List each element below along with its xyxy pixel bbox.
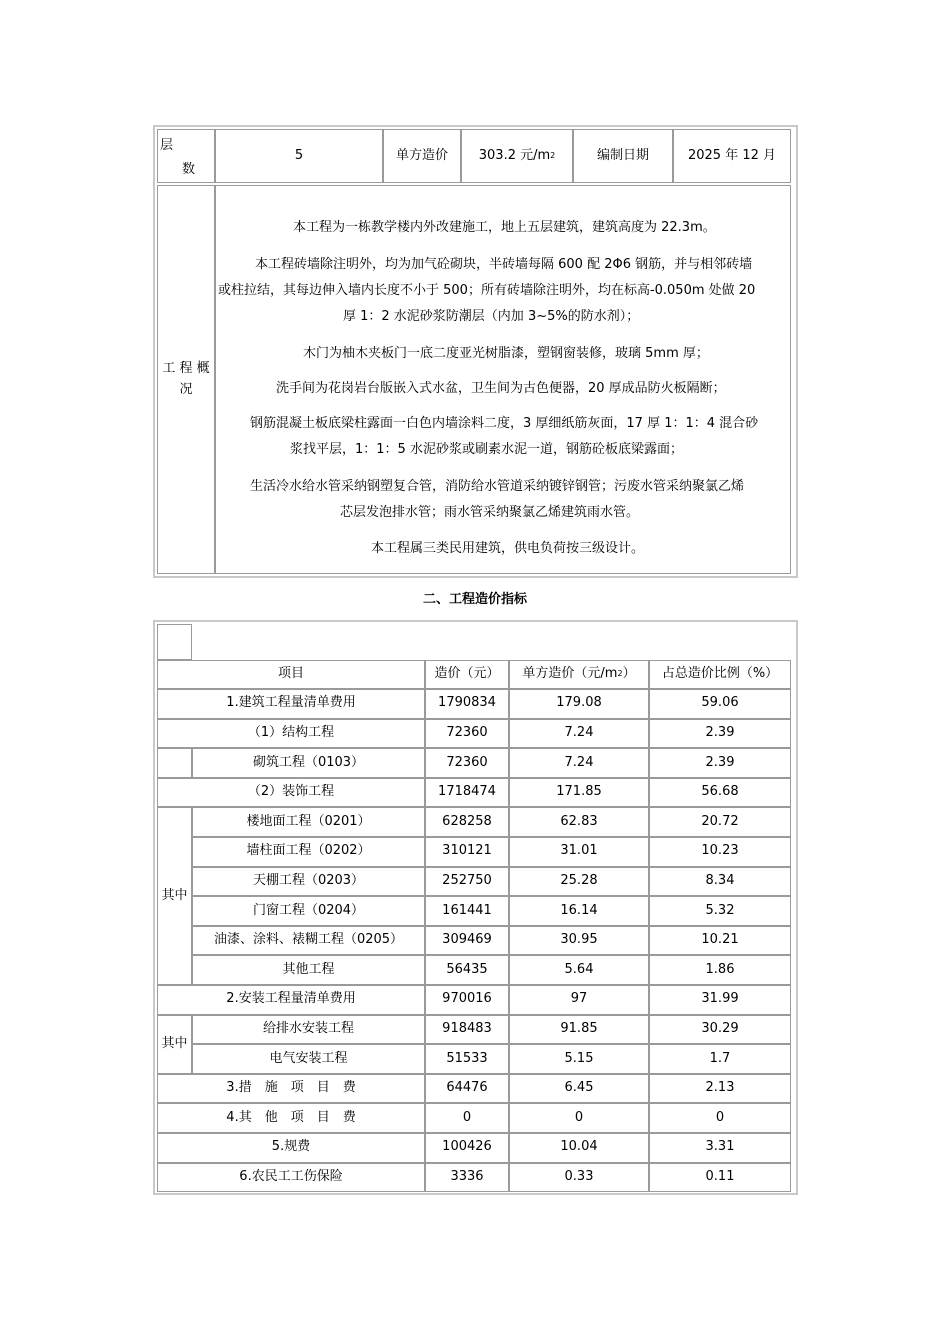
cell-cost: 252750 (425, 867, 509, 897)
qizhong-label-install: 其中 (157, 1015, 192, 1074)
cell-unit: 6.45 (509, 1074, 649, 1104)
header-cost: 造价（元） (425, 660, 509, 689)
qizhong-label-decoration: 其中 (157, 807, 192, 985)
cell-item: 墙柱面工程（0202） (192, 837, 425, 867)
cell-cost: 1790834 (425, 689, 509, 719)
cell-item: 其他工程 (192, 955, 425, 985)
cell-pct: 0 (649, 1103, 791, 1133)
cell-item: 给排水安装工程 (192, 1015, 425, 1045)
cell-cost: 628258 (425, 807, 509, 837)
cell-item: 油漆、涂料、裱糊工程（0205） (192, 926, 425, 956)
unit-cost-value (461, 129, 573, 183)
cell-pct: 2.39 (649, 748, 791, 778)
overview-p6a: 生活冷水给水管采纳钢塑复合管，消防给水管道采纳镀锌钢管；污废水管采纳聚氯乙烯 (250, 479, 745, 494)
cell-pct: 56.68 (649, 778, 791, 808)
date-label: 编制日期 (573, 129, 673, 183)
cell-cost: 309469 (425, 926, 509, 956)
cell-item: 5.规费 (157, 1133, 425, 1163)
overview-p2b: 或柱拉结，其每边伸入墙内长度不小于 500；所有砖墙除注明外，均在标高-0.050m 处做 20 (218, 283, 756, 298)
cell-cost: 100426 (425, 1133, 509, 1163)
cell-unit: 91.85 (509, 1015, 649, 1045)
floors-value: 5 (215, 129, 383, 183)
cell-unit: 0.33 (509, 1163, 649, 1193)
overview-p2a: 本工程砖墙除注明外，均为加气砼砌块，半砖墙每隔 600 配 2Φ6 钢筋，并与相邻砖墙 (255, 257, 753, 272)
cell-cost: 51533 (425, 1044, 509, 1074)
cell-item: 1.建筑工程量清单费用 (157, 689, 425, 719)
cell-pct: 30.29 (649, 1015, 791, 1045)
cell-unit: 5.15 (509, 1044, 649, 1074)
cell-cost: 161441 (425, 896, 509, 926)
cell-cost: 0 (425, 1103, 509, 1133)
blank-side-cell (157, 748, 192, 778)
cell-pct: 59.06 (649, 689, 791, 719)
overview-p6b: 芯层发泡排水管；雨水管采纳聚氯乙烯建筑雨水管。 (340, 505, 640, 520)
date-value: 2025 年 12 月 (673, 129, 791, 183)
overview-p5a: 钢筋混凝土板底梁柱露面一白色内墙涂料二度，3 厚细纸筋灰面，17 厚 1：1：4 混合砂 (250, 416, 759, 431)
cell-pct: 3.31 (649, 1133, 791, 1163)
cell-pct: 2.39 (649, 719, 791, 749)
cell-item: 门窗工程（0204） (192, 896, 425, 926)
header-unit-sup: 2 (617, 669, 623, 679)
overview-label-line2: 况 (179, 381, 193, 397)
cell-cost: 310121 (425, 837, 509, 867)
cell-unit: 30.95 (509, 926, 649, 956)
cell-cost: 56435 (425, 955, 509, 985)
cell-item: 砌筑工程（0103） (192, 748, 425, 778)
cell-item: 4.其 他 项 目 费 (157, 1103, 425, 1133)
cell-unit: 16.14 (509, 896, 649, 926)
cell-unit: 0 (509, 1103, 649, 1133)
cell-unit: 7.24 (509, 748, 649, 778)
cell-unit: 25.28 (509, 867, 649, 897)
cell-unit: 97 (509, 985, 649, 1015)
cell-cost: 3336 (425, 1163, 509, 1193)
floors-label-bottom: 数 (182, 162, 196, 177)
section-title: 二、工程造价指标 (422, 592, 527, 607)
cell-unit: 62.83 (509, 807, 649, 837)
cell-item: 2.安装工程量清单费用 (157, 985, 425, 1015)
cell-pct: 1.7 (649, 1044, 791, 1074)
cell-pct: 1.86 (649, 955, 791, 985)
corner-cell (157, 624, 192, 660)
cell-pct: 5.32 (649, 896, 791, 926)
cell-cost: 970016 (425, 985, 509, 1015)
cell-item: 天棚工程（0203） (192, 867, 425, 897)
header-item: 项目 (157, 660, 425, 689)
cell-pct: 10.21 (649, 926, 791, 956)
cell-unit: 31.01 (509, 837, 649, 867)
floors-label-cell (157, 129, 215, 183)
unit-cost-value-text: 303.2 元/m (478, 147, 551, 163)
overview-label-cell (157, 185, 215, 574)
cell-pct: 20.72 (649, 807, 791, 837)
cell-cost: 918483 (425, 1015, 509, 1045)
cell-item: （1）结构工程 (157, 719, 425, 749)
overview-p5b: 浆找平层，1：1：5 水泥砂浆或刷素水泥一道，钢筋砼板底梁露面； (290, 442, 683, 457)
cell-item: 楼地面工程（0201） (192, 807, 425, 837)
cell-pct: 31.99 (649, 985, 791, 1015)
overview-p4: 洗手间为花岗岩台版嵌入式水盆，卫生间为古色便器，20 厚成品防火板隔断； (276, 381, 726, 396)
cell-cost: 64476 (425, 1074, 509, 1104)
cell-item: 电气安装工程 (192, 1044, 425, 1074)
cell-unit: 179.08 (509, 689, 649, 719)
header-unit-close: ） (622, 666, 636, 682)
overview-p1: 本工程为一栋教学楼内外改建施工，地上五层建筑，建筑高度为 22.3m。 (293, 220, 716, 235)
cost-index-table (153, 620, 798, 1195)
cell-item: 6.农民工工伤保险 (157, 1163, 425, 1193)
unit-cost-label: 单方造价 (383, 129, 461, 183)
cell-pct: 8.34 (649, 867, 791, 897)
cell-pct: 0.11 (649, 1163, 791, 1193)
unit-cost-sup: 2 (550, 150, 556, 160)
cell-pct: 2.13 (649, 1074, 791, 1104)
cell-unit: 171.85 (509, 778, 649, 808)
overview-p3: 木门为柚木夹板门一底二度亚光树脂漆，塑钢窗装修，玻璃 5mm 厚； (303, 346, 709, 361)
floors-label-top: 层 (160, 138, 174, 153)
cell-unit: 10.04 (509, 1133, 649, 1163)
cell-cost: 72360 (425, 719, 509, 749)
cell-item: 3.措 施 项 目 费 (157, 1074, 425, 1104)
header-unit-text: 单方造价（元/m (522, 666, 618, 682)
overview-p2c: 厚 1：2 水泥砂浆防潮层（内加 3~5%的防水剂）； (343, 309, 640, 324)
cell-cost: 72360 (425, 748, 509, 778)
cell-item: （2）装饰工程 (157, 778, 425, 808)
cell-pct: 10.23 (649, 837, 791, 867)
cell-unit: 7.24 (509, 719, 649, 749)
header-unit (509, 660, 649, 689)
cell-cost: 1718474 (425, 778, 509, 808)
cell-unit: 5.64 (509, 955, 649, 985)
overview-p7: 本工程属三类民用建筑，供电负荷按三级设计。 (371, 541, 645, 556)
header-pct: 占总造价比例（%） (649, 660, 791, 689)
overview-label-line1: 工 程 概 (162, 360, 210, 376)
